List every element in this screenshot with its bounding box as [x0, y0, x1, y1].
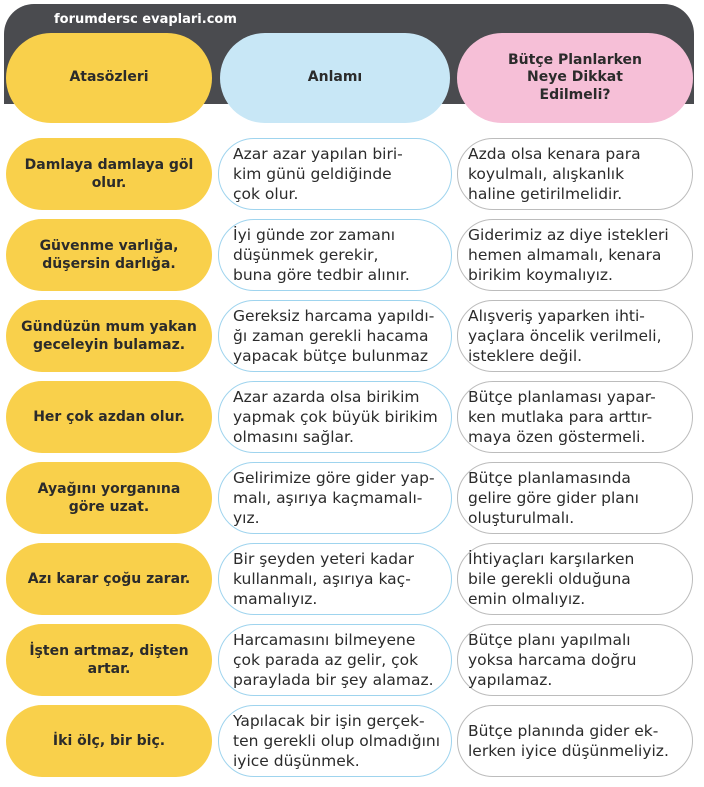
header-proverbs: Atasözleri — [6, 33, 212, 123]
budget-cell: Bütçe planlamasında gelire göre gider planı oluşturulmalı. — [457, 462, 693, 534]
meaning-cell: İyi günde zor zamanı düşünmek gerekir, buna göre tedbir alınır. — [218, 219, 452, 291]
proverb-cell: Her çok azdan olur. — [6, 381, 212, 453]
meaning-cell: Yapılacak bir işin gerçek- ten gerekli olup olmadığını iyice düşünmek. — [218, 705, 452, 777]
table-row — [0, 705, 704, 777]
table-row — [0, 219, 704, 291]
table-row — [0, 543, 704, 615]
proverb-cell: İki ölç, bir biç. — [6, 705, 212, 777]
header-meaning: Anlamı — [220, 33, 450, 123]
meaning-cell: Gereksiz harcama yapıldı- ğı zaman gerekli hacama yapacak bütçe bulunmaz — [218, 300, 452, 372]
header-budget: Bütçe Planlarken Neye Dikkat Edilmeli? — [457, 33, 693, 123]
budget-cell: Giderimiz az diye istekleri hemen almamalı, kenara birikim koymalıyız. — [457, 219, 693, 291]
budget-cell: İhtiyaçları karşılarken bile gerekli olduğuna emin olmalıyız. — [457, 543, 693, 615]
budget-cell: Alışveriş yaparken ihti- yaçlara öncelik verilmeli, isteklere değil. — [457, 300, 693, 372]
meaning-cell: Gelirimize göre gider yap- malı, aşırıya kaçmamalı- yız. — [218, 462, 452, 534]
budget-cell: Bütçe planında gider ek- lerken iyice düşünmeliyiz. — [457, 705, 693, 777]
table-row — [0, 462, 704, 534]
budget-cell: Bütçe planı yapılmalı yoksa harcama doğru yapılamaz. — [457, 624, 693, 696]
meaning-cell: Azar azar yapılan biri- kim günü geldiğinde çok olur. — [218, 138, 452, 210]
proverb-cell: Güvenme varlığa, düşersin darlığa. — [6, 219, 212, 291]
meaning-cell: Azar azarda olsa birikim yapmak çok büyük birikim olmasını sağlar. — [218, 381, 452, 453]
table-row — [0, 138, 704, 210]
budget-cell: Azda olsa kenara para koyulmalı, alışkanlık haline getirilmelidir. — [457, 138, 693, 210]
proverb-cell: Damlaya damlaya göl olur. — [6, 138, 212, 210]
table-row — [0, 624, 704, 696]
budget-cell: Bütçe planlaması yapar- ken mutlaka para arttır- maya özen göstermeli. — [457, 381, 693, 453]
table-row — [0, 300, 704, 372]
proverb-cell: Ayağını yorganına göre uzat. — [6, 462, 212, 534]
meaning-cell: Harcamasını bilmeyene çok parada az gelir, çok paraylada bir şey alamaz. — [218, 624, 452, 696]
proverb-cell: Gündüzün mum yakan geceleyin bulamaz. — [6, 300, 212, 372]
table-row — [0, 381, 704, 453]
proverb-cell: İşten artmaz, dişten artar. — [6, 624, 212, 696]
site-name: forumdersc evaplari.com — [54, 12, 237, 27]
meaning-cell: Bir şeyden yeteri kadar kullanmalı, aşırıya kaç- mamalıyız. — [218, 543, 452, 615]
proverb-cell: Azı karar çoğu zarar. — [6, 543, 212, 615]
